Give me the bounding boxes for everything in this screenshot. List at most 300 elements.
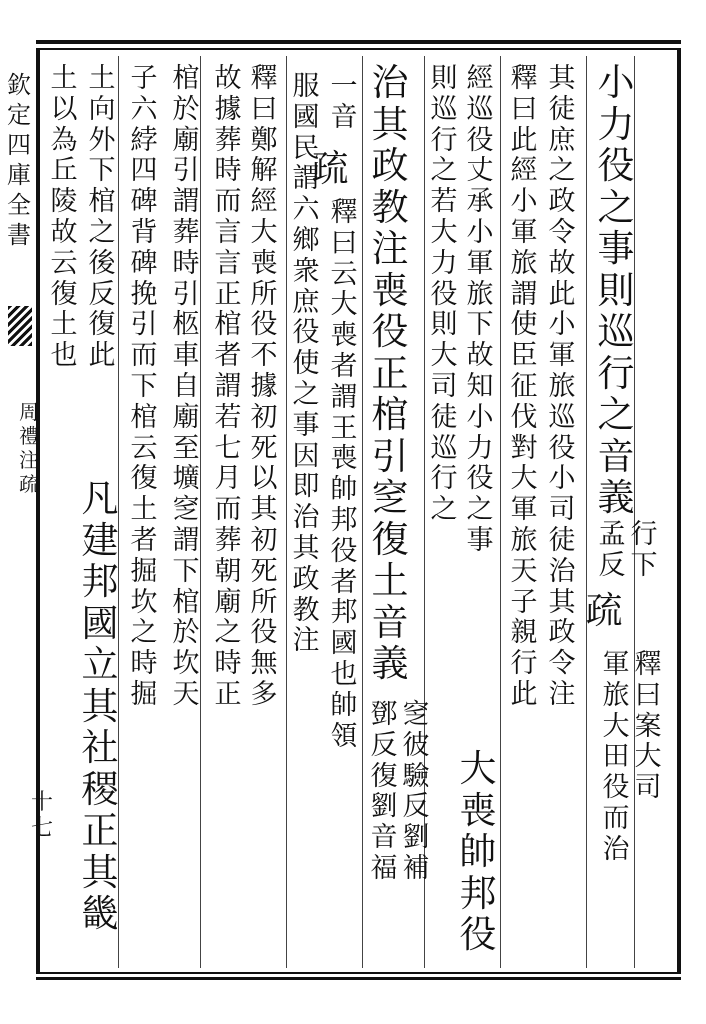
character: 復 (370, 760, 398, 792)
character: 社 (81, 726, 119, 769)
text-column-1-main (596, 62, 636, 519)
annotation-right (400, 700, 432, 885)
character: 旅 (548, 370, 576, 402)
character: 其 (548, 63, 576, 94)
character: 六 (130, 93, 158, 125)
annotation-left (368, 700, 400, 885)
character: 廟 (172, 124, 200, 156)
character: 政 (292, 563, 320, 595)
character: 自 (172, 370, 200, 402)
character: 劉 (402, 822, 430, 854)
character: 曰 (510, 93, 538, 125)
character: 釋 (250, 63, 278, 94)
character: 司 (548, 494, 576, 526)
character: 之 (597, 185, 635, 229)
character: 音 (371, 600, 409, 644)
character: 役 (371, 310, 409, 353)
character: 之 (430, 494, 458, 526)
text-column-10 (212, 64, 244, 711)
character: 其 (548, 586, 576, 618)
character: 反 (598, 549, 626, 581)
character: 時 (130, 648, 158, 680)
character: 復 (50, 278, 78, 310)
character: 周 (19, 400, 39, 424)
text-column-4 (464, 64, 496, 557)
frame-top-border (36, 40, 681, 50)
character: 行 (630, 519, 658, 550)
character: 謂 (214, 370, 242, 402)
character: 云 (50, 247, 78, 279)
character: 為 (50, 124, 78, 156)
character: 即 (292, 471, 320, 503)
frame-right-border (677, 50, 681, 972)
character: 其 (371, 102, 409, 146)
character: 丈 (466, 155, 494, 187)
character: 故 (214, 63, 242, 94)
character: 棺 (172, 586, 200, 618)
character: 政 (548, 186, 576, 218)
character: 之 (430, 155, 458, 187)
character: 謂 (172, 524, 200, 556)
character: 掘 (130, 678, 158, 710)
character: 初 (250, 401, 278, 433)
character: 正 (214, 278, 242, 310)
character: 役 (597, 144, 635, 187)
character: 小 (597, 61, 635, 104)
character: 軍 (548, 340, 576, 372)
column-rule (362, 56, 363, 968)
character: 小 (466, 216, 494, 248)
character: 喪 (330, 320, 358, 352)
character: 彼 (402, 729, 430, 761)
character: 旅 (510, 247, 538, 279)
text-column-7 (328, 198, 360, 752)
character: 軍 (466, 247, 494, 279)
character: 據 (250, 370, 278, 402)
character: 司 (634, 772, 662, 804)
character: 巡 (430, 432, 458, 464)
character: 棺 (214, 309, 242, 341)
character: 以 (250, 463, 278, 495)
character: 下 (630, 549, 658, 581)
character: 也 (50, 340, 78, 372)
character: 土 (50, 63, 78, 94)
text-column-9 (248, 64, 280, 711)
character: 邦 (330, 597, 358, 629)
character: 引 (371, 434, 409, 478)
character: 之 (88, 216, 116, 248)
character: 大 (602, 710, 630, 742)
book-title (18, 400, 40, 496)
character: 一 (330, 71, 358, 102)
character: 丘 (50, 155, 78, 187)
character: 行 (430, 124, 458, 156)
character: 力 (466, 432, 494, 464)
character: 之 (466, 494, 494, 526)
character: 至 (172, 432, 200, 464)
character: 畿 (81, 892, 119, 935)
text-column-5-main (458, 748, 498, 956)
character: 親 (510, 617, 538, 649)
character: 背 (130, 216, 158, 248)
character: 行 (430, 463, 458, 495)
character: 初 (250, 524, 278, 556)
character: 小 (548, 463, 576, 495)
character: 鄉 (292, 224, 320, 256)
character: 治 (548, 555, 576, 587)
character: 棺 (371, 393, 409, 436)
character: 小 (510, 186, 538, 218)
page-number (22, 790, 62, 842)
character: 建 (81, 518, 119, 562)
character: 土 (50, 309, 78, 341)
character: 令 (548, 216, 576, 248)
character: 時 (172, 247, 200, 279)
character: 禮 (19, 424, 39, 448)
character: 棺 (88, 186, 116, 218)
character: 正 (81, 809, 119, 852)
annotation-pair-1 (596, 520, 660, 582)
character: 之 (214, 617, 242, 649)
character: 者 (214, 340, 242, 372)
character: 司 (430, 370, 458, 402)
character: 多 (250, 678, 278, 710)
character: 大 (330, 289, 358, 321)
character: 葬 (214, 524, 242, 556)
character: 其 (81, 850, 119, 894)
character: 故 (50, 216, 78, 248)
character: 領 (330, 720, 358, 752)
character: 事 (466, 524, 494, 556)
character: 令 (548, 648, 576, 680)
character: 窆 (402, 699, 430, 730)
character: 役 (548, 432, 576, 464)
character: 定 (7, 101, 31, 129)
character: 解 (250, 155, 278, 187)
character: 補 (402, 852, 430, 884)
character: 此 (88, 340, 116, 372)
character: 之 (292, 378, 320, 410)
character: 軍 (510, 216, 538, 248)
character: 使 (292, 348, 320, 380)
character: 引 (130, 309, 158, 341)
character: 事 (597, 227, 635, 270)
character: 無 (250, 648, 278, 680)
character: 天 (510, 555, 538, 587)
character: 劉 (370, 791, 398, 823)
character: 曰 (634, 679, 662, 711)
character: 七 (30, 816, 53, 841)
character: 因 (292, 440, 320, 472)
character: 王 (330, 412, 358, 444)
character: 謂 (510, 278, 538, 310)
character: 役 (466, 124, 494, 156)
character: 政 (371, 144, 409, 187)
character: 故 (466, 340, 494, 372)
character: 征 (510, 370, 538, 402)
character: 引 (172, 278, 200, 310)
character: 云 (130, 432, 158, 464)
character: 行 (597, 351, 635, 395)
character: 壙 (172, 463, 200, 495)
column-rule (586, 56, 587, 968)
character: 之 (548, 155, 576, 187)
character: 車 (172, 340, 200, 372)
character: 承 (466, 186, 494, 218)
character: 死 (250, 432, 278, 464)
character: 喪 (371, 268, 409, 312)
character: 挽 (130, 278, 158, 310)
character: 此 (510, 678, 538, 710)
character: 服 (292, 71, 320, 102)
character: 大 (250, 216, 278, 248)
character: 注 (19, 448, 39, 472)
character: 故 (548, 247, 576, 279)
character: 若 (214, 401, 242, 433)
character: 役 (250, 309, 278, 341)
character: 十 (30, 790, 53, 815)
character: 事 (292, 409, 320, 441)
character: 義 (597, 476, 635, 519)
series-title (2, 70, 36, 250)
character: 四 (7, 131, 31, 159)
character: 經 (510, 155, 538, 187)
character: 朝 (214, 555, 242, 587)
text-column-8 (290, 72, 322, 657)
character: 音 (597, 434, 635, 478)
character: 葬 (172, 216, 200, 248)
character: 七 (214, 432, 242, 464)
character: 政 (548, 617, 576, 649)
character: 時 (214, 155, 242, 187)
character: 土 (88, 63, 116, 94)
character: 音 (330, 101, 358, 133)
character: 陵 (50, 186, 78, 218)
character: 治 (292, 502, 320, 534)
character: 若 (430, 186, 458, 218)
character: 巡 (466, 93, 494, 125)
character: 鄧 (370, 699, 398, 730)
character: 帥 (330, 689, 358, 721)
character: 所 (250, 586, 278, 618)
text-column-14-main (80, 478, 120, 935)
character: 下 (130, 370, 158, 402)
character: 復 (130, 463, 158, 495)
character: 釋 (510, 63, 538, 94)
text-column-5 (428, 64, 460, 526)
character: 窆 (172, 494, 200, 526)
shu-marker-1 (584, 590, 624, 632)
character: 邦 (81, 560, 119, 603)
character: 役 (250, 617, 278, 649)
character: 後 (88, 247, 116, 279)
character: 旅 (466, 278, 494, 310)
character: 則 (597, 268, 635, 312)
character: 窆 (371, 476, 409, 519)
character: 此 (510, 124, 538, 156)
character: 復 (88, 309, 116, 341)
character: 反 (88, 278, 116, 310)
character: 使 (510, 309, 538, 341)
character: 伐 (510, 401, 538, 433)
character: 時 (214, 648, 242, 680)
character: 子 (510, 586, 538, 618)
character: 孟 (598, 519, 626, 550)
character: 疏 (585, 589, 623, 632)
character: 廟 (214, 586, 242, 618)
text-column-12 (128, 64, 160, 711)
character: 帥 (330, 474, 358, 506)
character: 民 (292, 132, 320, 164)
character: 謂 (172, 186, 200, 218)
character: 役 (330, 535, 358, 567)
text-column-11 (170, 64, 202, 711)
character: 正 (214, 678, 242, 710)
character: 大 (510, 463, 538, 495)
character: 其 (81, 684, 119, 728)
character: 者 (330, 566, 358, 598)
character: 巡 (597, 310, 635, 353)
character: 大 (430, 340, 458, 372)
character: 棺 (130, 401, 158, 433)
character: 土 (371, 559, 409, 602)
character: 旅 (602, 679, 630, 711)
character: 治 (602, 833, 630, 865)
text-column-7-head (328, 72, 360, 134)
character: 而 (602, 802, 630, 834)
character: 外 (88, 124, 116, 156)
character: 柩 (172, 309, 200, 341)
character: 鄭 (250, 124, 278, 156)
character: 而 (214, 186, 242, 218)
character: 向 (88, 93, 116, 125)
character: 巡 (430, 93, 458, 125)
fishtail-mark (8, 306, 32, 346)
character: 言 (214, 216, 242, 248)
character: 正 (371, 351, 409, 395)
character: 也 (330, 658, 358, 690)
annotation-pair-2 (600, 650, 664, 866)
character: 喪 (459, 788, 497, 832)
character: 掘 (130, 555, 158, 587)
character: 力 (430, 247, 458, 279)
character: 國 (292, 101, 320, 133)
character: 六 (292, 194, 320, 226)
character: 立 (81, 643, 119, 686)
character: 葬 (214, 124, 242, 156)
character: 碑 (130, 186, 158, 218)
character: 喪 (330, 443, 358, 475)
character: 庫 (7, 161, 31, 189)
character: 此 (548, 278, 576, 310)
character: 徒 (548, 524, 576, 556)
character: 大 (459, 747, 497, 790)
character: 下 (466, 309, 494, 341)
character: 國 (330, 628, 358, 660)
character: 治 (371, 61, 409, 104)
annotation-left (596, 520, 628, 582)
character: 役 (602, 772, 630, 804)
character: 大 (430, 216, 458, 248)
character: 月 (214, 463, 242, 495)
character: 死 (250, 555, 278, 587)
character: 庶 (292, 286, 320, 318)
character: 土 (130, 494, 158, 526)
character: 衆 (292, 255, 320, 287)
text-column-3 (508, 64, 540, 711)
character: 廟 (172, 401, 200, 433)
character: 謂 (330, 381, 358, 413)
character: 喪 (250, 247, 278, 279)
character: 稷 (81, 767, 119, 811)
character: 者 (130, 524, 158, 556)
character: 下 (88, 155, 116, 187)
character: 反 (402, 791, 430, 823)
annotation-right (632, 650, 664, 866)
character: 而 (214, 494, 242, 526)
character: 全 (7, 191, 31, 219)
character: 軍 (510, 494, 538, 526)
text-column-2 (546, 64, 578, 711)
character: 經 (250, 186, 278, 218)
character: 以 (50, 93, 78, 125)
character: 者 (330, 350, 358, 382)
character: 復 (371, 517, 409, 561)
annotation-right (628, 520, 660, 582)
character: 役 (292, 317, 320, 349)
character: 云 (330, 258, 358, 290)
character: 知 (466, 370, 494, 402)
character: 義 (371, 642, 409, 685)
character: 曰 (330, 227, 358, 259)
character: 庶 (548, 124, 576, 156)
character: 書 (7, 221, 31, 249)
character: 注 (371, 227, 409, 270)
character: 坎 (172, 648, 200, 680)
annotation-left (600, 650, 632, 866)
character: 凡 (81, 477, 119, 520)
character: 巡 (548, 401, 576, 433)
character: 引 (172, 155, 200, 187)
character: 棺 (172, 63, 200, 94)
character: 疏 (311, 147, 349, 190)
character: 不 (250, 340, 278, 372)
annotation-pair-3 (368, 700, 432, 885)
character: 注 (292, 625, 320, 657)
character: 經 (466, 63, 494, 94)
character: 帥 (459, 830, 497, 873)
character: 注 (548, 678, 576, 710)
character: 田 (602, 741, 630, 773)
character: 於 (172, 93, 200, 125)
character: 之 (130, 617, 158, 649)
character: 四 (130, 155, 158, 187)
character: 坎 (130, 586, 158, 618)
character: 軍 (602, 649, 630, 680)
character: 欽 (7, 71, 31, 99)
character: 音 (370, 822, 398, 854)
column-rule (286, 56, 287, 968)
character: 教 (292, 594, 320, 626)
character: 役 (466, 463, 494, 495)
character: 言 (214, 247, 242, 279)
character: 力 (597, 102, 635, 146)
character: 教 (371, 185, 409, 229)
character: 反 (370, 729, 398, 761)
text-column-14 (48, 64, 80, 372)
character: 下 (172, 555, 200, 587)
character: 子 (130, 63, 158, 94)
